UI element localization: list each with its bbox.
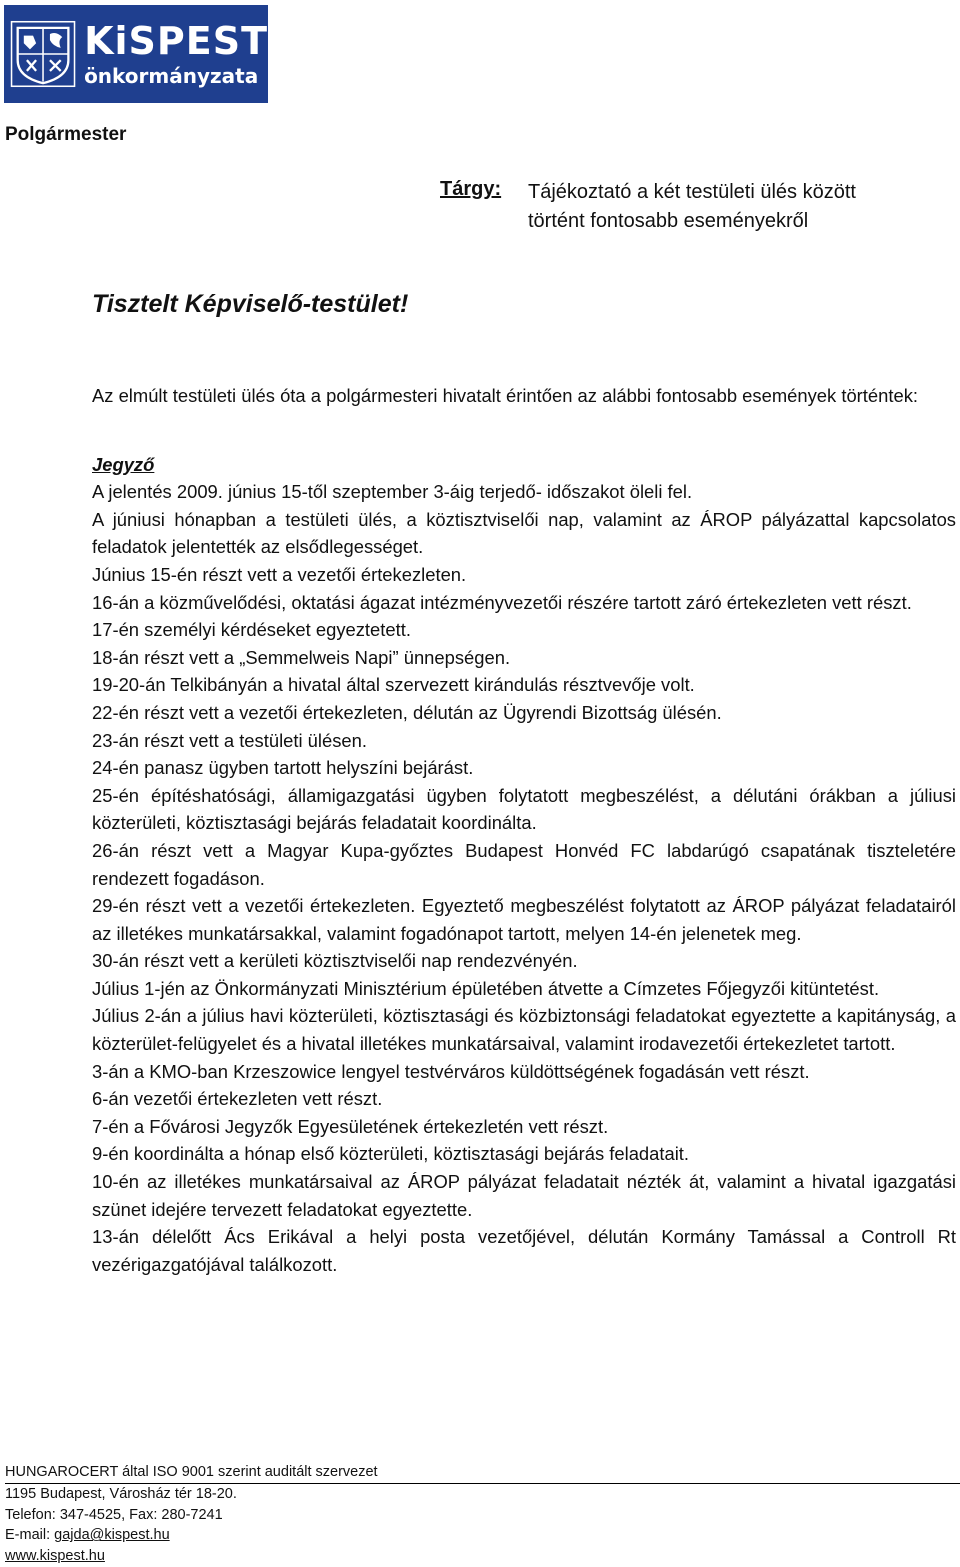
body-paragraph: Július 2-án a július havi közterületi, köztisztasági és közbiztonsági feladatokat egyeztette a kapitányság, a közterület-felügyelet és a hivatal illetékes munkatársaival, valamint irodavezetői értekezletet tartott. xyxy=(92,1005,956,1055)
footer-website-link[interactable]: www.kispest.hu xyxy=(5,1548,105,1565)
subject-line: Tájékoztató a két testületi ülés között xyxy=(528,181,856,203)
logo-text xyxy=(84,21,268,87)
body-paragraph: 13-án délelőtt Ács Erikával a helyi posta vezetőjével, délután Kormány Tamással a Controll Rt vezérigazgatójával találkozott. xyxy=(92,1226,956,1275)
body-paragraph: Július 1-jén az Önkormányzati Minisztérium épületében átvette a Címzetes Főjegyzői kitüntetést. xyxy=(92,977,880,999)
subject-label: Tárgy: xyxy=(440,178,502,200)
body-paragraph: 10-én az illetékes munkatársaival az ÁROP pályázat feladatait nézték át, valamint a hivatal igazgatási szünet idejére tervezett feladatokat egyeztette. xyxy=(92,1171,956,1220)
footer-email-line xyxy=(5,1525,960,1546)
logo-title: KiSPEST xyxy=(84,19,268,63)
body-paragraph: 24-én panasz ügyben tartott helyszíni bejárást. xyxy=(92,757,474,779)
body-paragraph: 6-án vezetői értekezleten vett részt. xyxy=(92,1088,383,1110)
body-paragraph: 25-én építéshatósági, államigazgatási ügyben folytatott megbeszélést, a délutáni órákban a júliusi közterületi, köztisztasági bejárás feladatait koordinálta. xyxy=(92,784,956,834)
footer-certification: HUNGAROCERT által ISO 9001 szerint auditált szervezet xyxy=(5,1462,960,1484)
intro-paragraph: Az elmúlt testületi ülés óta a polgármesteri hivatalt érintően az alábbi fontosabb események történtek: xyxy=(92,385,918,406)
body-paragraph: 22-én részt vett a vezetői értekezleten, délután az Ügyrendi Bizottság ülésén. xyxy=(92,701,722,723)
body-paragraph: 29-én részt vett a vezetői értekezleten. Egyeztető megbeszélést folytatott az ÁROP pályázat feladatairól az illetékes munkatársakkal, valamint fogadónapot tartott, melyen 14-én jelenetek meg. xyxy=(92,895,956,944)
section-heading: Jegyző xyxy=(92,453,155,475)
footer xyxy=(5,1462,960,1567)
body-paragraph: 18-án részt vett a „Semmelweis Napi” ünnepségen. xyxy=(92,646,511,668)
body-paragraph: 7-én a Fővárosi Jegyzők Egyesületének értekezletén vett részt. xyxy=(92,1115,609,1137)
footer-email-link[interactable]: gajda@kispest.hu xyxy=(54,1527,170,1544)
logo-subtitle: önkormányzata xyxy=(84,64,259,88)
body-paragraph: 23-án részt vett a testületi ülésen. xyxy=(92,729,367,751)
sender-title: Polgármester xyxy=(5,124,127,145)
body-paragraph: A jelentés 2009. június 15-től szeptember 3-áig terjedő- időszakot öleli fel. xyxy=(92,481,693,503)
body-paragraph: 30-án részt vett a kerületi köztisztviselői nap rendezvényén. xyxy=(92,950,578,972)
body-paragraph: A júniusi hónapban a testületi ülés, a köztisztviselői nap, valamint az ÁROP pályázattal kapcsolatos feladatok jelentették az elsődlegességet. xyxy=(92,508,956,558)
body-paragraph: 3-án a KMO-ban Krzeszowice lengyel testvérváros küldöttségének fogadásán vett részt. xyxy=(92,1060,810,1082)
salutation: Tisztelt Képviselő-testület! xyxy=(92,290,409,318)
footer-phone: Telefon: 347-4525, Fax: 280-7241 xyxy=(5,1506,223,1523)
subject-text xyxy=(528,178,928,236)
body-paragraph: 9-én koordinálta a hónap első közterületi, köztisztasági bejárás feladatait. xyxy=(92,1143,690,1165)
document-body xyxy=(92,382,956,1278)
body-paragraph: 26-án részt vett a Magyar Kupa-győztes Budapest Honvéd FC labdarúgó csapatának tiszteletére rendezett fogadáson. xyxy=(92,839,956,889)
coat-of-arms-icon xyxy=(10,10,76,98)
footer-address: 1195 Budapest, Városház tér 18-20. xyxy=(5,1485,237,1502)
body-paragraph: Június 15-én részt vett a vezetői értekezleten. xyxy=(92,563,467,585)
body-paragraph: 16-án a közművelődési, oktatási ágazat intézményvezetői részére tartott záró értekezleten vett részt. xyxy=(92,591,912,613)
body-paragraph: 19-20-án Telkibányán a hivatal által szervezett kirándulás résztvevője volt. xyxy=(92,674,695,696)
kispest-logo xyxy=(4,5,268,103)
footer-email-label: E-mail: xyxy=(5,1527,55,1544)
body-paragraph: 17-én személyi kérdéseket egyeztetett. xyxy=(92,619,411,641)
subject-line: történt fontosabb eseményekről xyxy=(528,210,809,232)
